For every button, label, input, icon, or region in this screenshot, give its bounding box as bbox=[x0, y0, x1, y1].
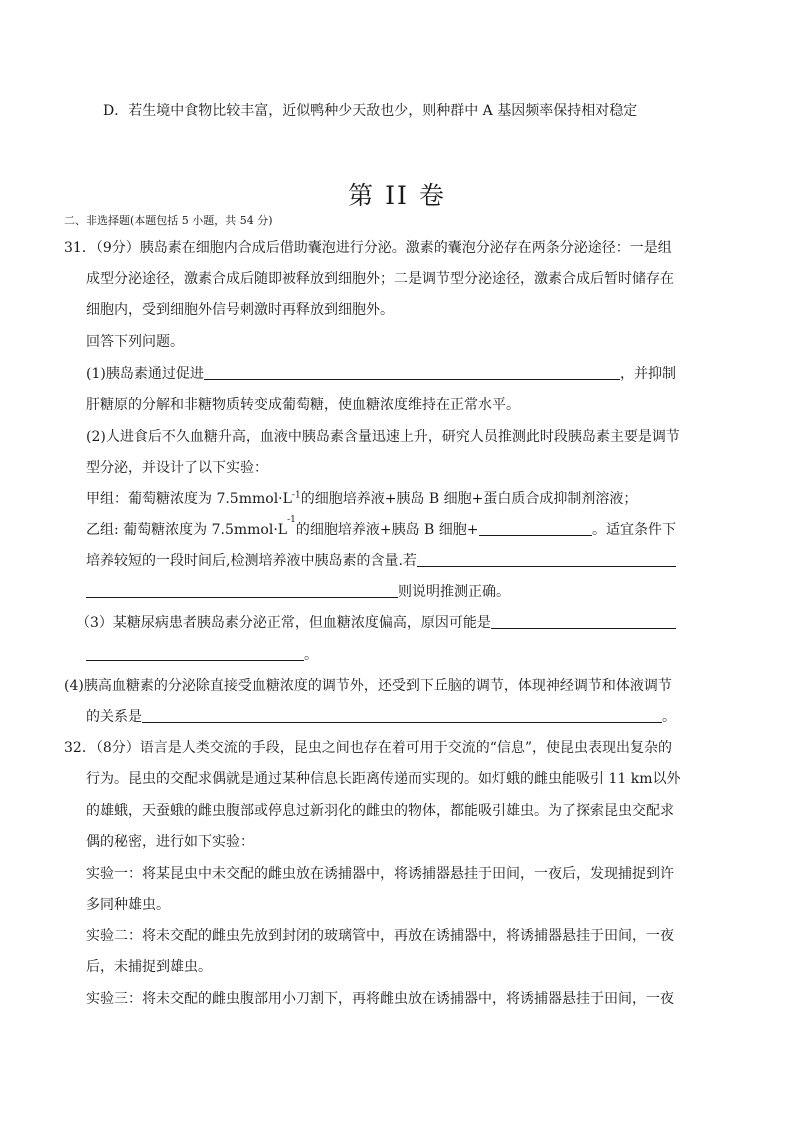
group-a-text-end: 的细胞培养液+胰岛 B 细胞+蛋白质合成抑制剂溶液； bbox=[300, 491, 638, 507]
q31-part3-text: （3）某糖尿病患者胰岛素分泌正常，但血糖浓度偏高，原因可能是 bbox=[76, 615, 491, 631]
q32-line-4: 偶的秘密，进行如下实验： bbox=[86, 834, 254, 850]
group-a-text: 甲组：葡萄糖浓度为 7.5mmol·L bbox=[86, 491, 292, 507]
section-title: 第 II 卷 bbox=[348, 181, 446, 210]
group-b-text-end: 。适宜条件下 bbox=[592, 522, 676, 538]
q31-part1-end: ，并抑制 bbox=[620, 366, 676, 382]
answer-blank-1[interactable] bbox=[204, 364, 620, 380]
group-a-sup: -1 bbox=[291, 490, 301, 501]
culture-text: 培养较短的一段时间后,检测培养液中胰岛素的含量.若 bbox=[86, 553, 417, 569]
q31-prompt: 回答下列问题。 bbox=[86, 334, 184, 350]
q31-line-2: 成型分泌途径，激素合成后随即被释放到细胞外；二是调节型分泌途径，激素合成后暂时储存在 bbox=[86, 271, 674, 287]
q31-part3 bbox=[76, 613, 676, 633]
q31-part1-line2: 肝糖原的分解和非糖物质转变成葡萄糖，使血糖浓度维持在正常水平。 bbox=[86, 397, 520, 413]
group-b bbox=[86, 515, 676, 540]
experiment-2-line1: 实验二：将未交配的雌虫先放到封闭的玻璃管中，再放在诱捕器中，将诱捕器悬挂于田间，一夜 bbox=[86, 928, 674, 944]
q31-part4-end: 。 bbox=[662, 709, 676, 725]
q31-line-1: 31．（9分）胰岛素在细胞内合成后借助囊泡进行分泌。激素的囊泡分泌存在两条分泌途径：一是组 bbox=[64, 240, 672, 256]
experiment-1-line2: 多同种雄虫。 bbox=[86, 897, 170, 913]
q32-line-3: 的雄蛾，天蚕蛾的雌虫腹部或停息过新羽化的雌虫的物体，都能吸引雄虫。为了探索昆虫交配求 bbox=[86, 803, 674, 819]
q31-part1 bbox=[86, 364, 676, 384]
group-b-text: 乙组: 葡萄糖浓度为 7.5mmol·L bbox=[86, 522, 288, 538]
q31-part3-line2 bbox=[86, 645, 676, 665]
experiment-1-line1: 实验一：将某昆虫中未交配的雌虫放在诱捕器中，将诱捕器悬挂于田间，一夜后，发现捕捉到许 bbox=[86, 866, 674, 882]
experiment-3-line1: 实验三：将未交配的雌虫腹部用小刀割下，再将雌虫放在诱捕器中，将诱捕器悬挂于田间，一夜 bbox=[86, 991, 674, 1007]
q31-part2-line1: (2)人进食后不久血糖升高，血液中胰岛素含量迅速上升，研究人员推测此时段胰岛素主要是调节 bbox=[86, 429, 680, 445]
q31-part1-start: (1)胰岛素通过促进 bbox=[86, 366, 204, 382]
answer-blank-3[interactable] bbox=[417, 551, 676, 567]
answer-blank-5[interactable] bbox=[142, 707, 662, 723]
section-note: 二、非选择题(本题包括 5 小题，共 54 分) bbox=[64, 214, 273, 227]
answer-blank-4-cont[interactable] bbox=[86, 645, 304, 661]
q31-part4-start: 的关系是 bbox=[86, 709, 142, 725]
group-b-sup: -1 bbox=[287, 515, 296, 525]
answer-blank-4[interactable] bbox=[491, 613, 676, 629]
q31-line-3: 细胞内，受到细胞外信号刺激时再释放到细胞外。 bbox=[86, 302, 394, 318]
option-d: D．若生境中食物比较丰富，近似鸭种少天敌也少，则种群中 A 基因频率保持相对稳定 bbox=[103, 103, 638, 119]
q31-part3-end: 。 bbox=[304, 647, 318, 663]
q32-line-2: 行为。昆虫的交配求偶就是通过某种信息长距离传递而实现的。如灯蛾的雌虫能吸引 11 km以外 bbox=[86, 771, 681, 787]
answer-blank-2[interactable] bbox=[479, 520, 592, 536]
group-b-text-mid: 的细胞培养液+胰岛 B 细胞+ bbox=[295, 522, 479, 538]
q31-part4-line1: (4)胰高血糖素的分泌除直接受血糖浓度的调节外，还受到下丘脑的调节，体现神经调节和体液调节 bbox=[64, 678, 672, 694]
conclusion-text: 则说明推测正确。 bbox=[398, 584, 510, 600]
experiment-2-line2: 后，未捕捉到雄虫。 bbox=[86, 959, 212, 975]
culture-line bbox=[86, 551, 676, 571]
q31-part4-line2 bbox=[86, 707, 676, 727]
q32-line-1: 32．（8分）语言是人类交流的手段，昆虫之间也存在着可用于交流的“信息”，使昆虫表现出复杂的 bbox=[64, 740, 673, 756]
conclusion-line bbox=[86, 582, 676, 602]
answer-blank-3-cont[interactable] bbox=[86, 582, 398, 598]
q31-part2-line2: 型分泌，并设计了以下实验： bbox=[86, 460, 268, 476]
group-a bbox=[86, 489, 676, 509]
